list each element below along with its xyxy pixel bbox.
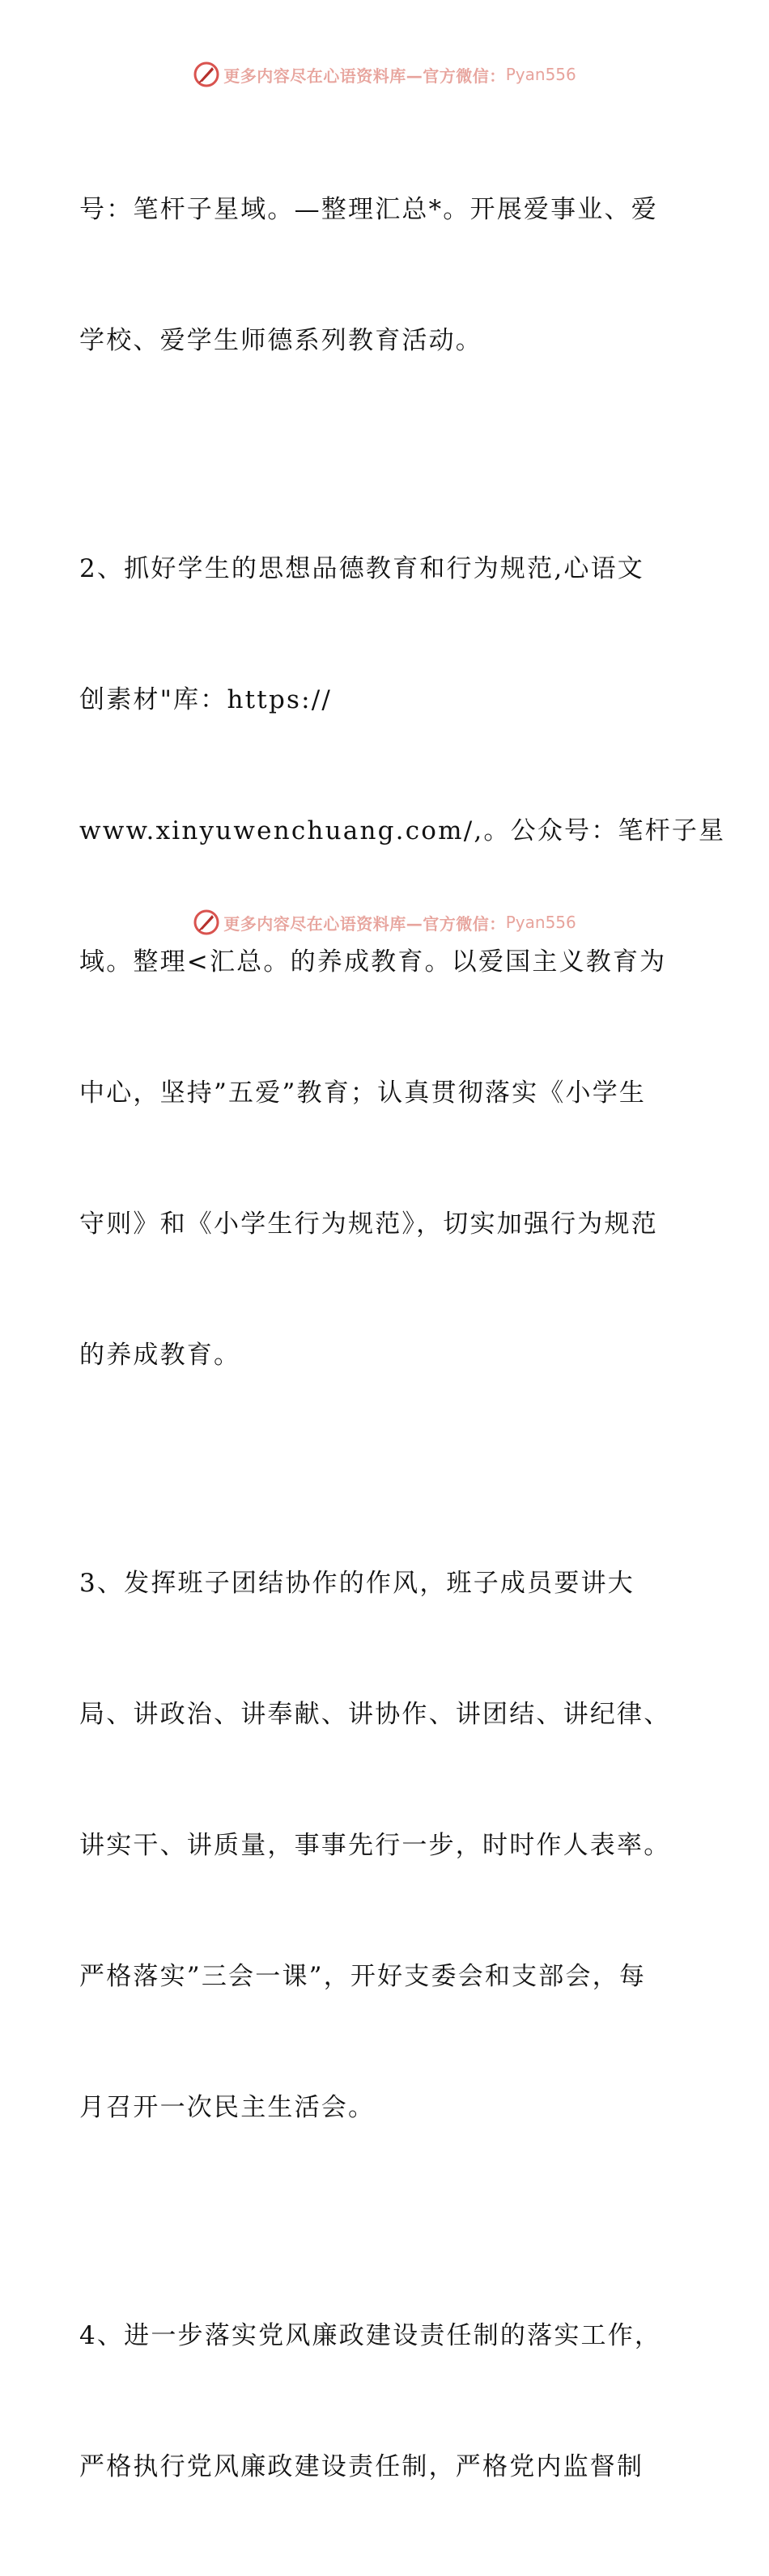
text-line: 月召开一次民主生活会。 [79, 2093, 376, 2122]
paragraph-1 [79, 100, 695, 450]
quill-logo-icon [193, 61, 220, 88]
text-line: 号：笔杆子星域。—整理汇总*。开展爱事业、爱 [79, 195, 658, 224]
text-line: 局、讲政治、讲奉献、讲协作、讲团结、讲纪律、 [79, 1700, 671, 1729]
text-line: 创素材"库：https:// [79, 685, 333, 714]
footer-promo-text: 更多内容尽在心语资料库—官方微信： [223, 913, 506, 934]
paragraph-4 [79, 2226, 695, 2576]
footer-banner [0, 906, 769, 938]
quill-logo-icon [193, 909, 220, 936]
header-wechat-account: Pyan556 [505, 65, 576, 84]
footer-wechat-account: Pyan556 [505, 913, 576, 932]
header-promo-text: 更多内容尽在心语资料库—官方微信： [223, 66, 506, 86]
header-banner [0, 58, 769, 91]
text-line-url: www.xinyuwenchuang.com/,。公众号：笔杆子星 [79, 816, 726, 845]
text-line: 3、发挥班子团结协作的作风，班子成员要讲大 [79, 1569, 635, 1598]
text-line: 守则》和《小学生行为规范》，切实加强行为规范 [79, 1210, 658, 1239]
text-line: 4、进一步落实党风廉政建设责任制的落实工作， [79, 2321, 662, 2350]
paragraph-3 [79, 1474, 695, 2217]
paragraph-2 [79, 460, 726, 1464]
text-line: 严格执行党风廉政建设责任制，严格党内监督制 [79, 2452, 644, 2481]
text-line: 域。整理<汇总。的养成教育。以爱国主义教育为 [79, 947, 667, 977]
text-line: 中心，坚持”五爱”教育；认真贯彻落实《小学生 [79, 1078, 647, 1108]
text-line: 学校、爱学生师德系列教育活动。 [79, 326, 482, 355]
text-line: 2、抓好学生的思想品德教育和行为规范,心语文 [79, 554, 644, 583]
text-line: 严格落实”三会一课”，开好支委会和支部会，每 [79, 1962, 647, 1991]
text-line: 讲实干、讲质量，事事先行一步，时时作人表率。 [79, 1831, 671, 1860]
document-body [79, 100, 726, 2576]
text-line: 的养成教育。 [79, 1341, 241, 1370]
